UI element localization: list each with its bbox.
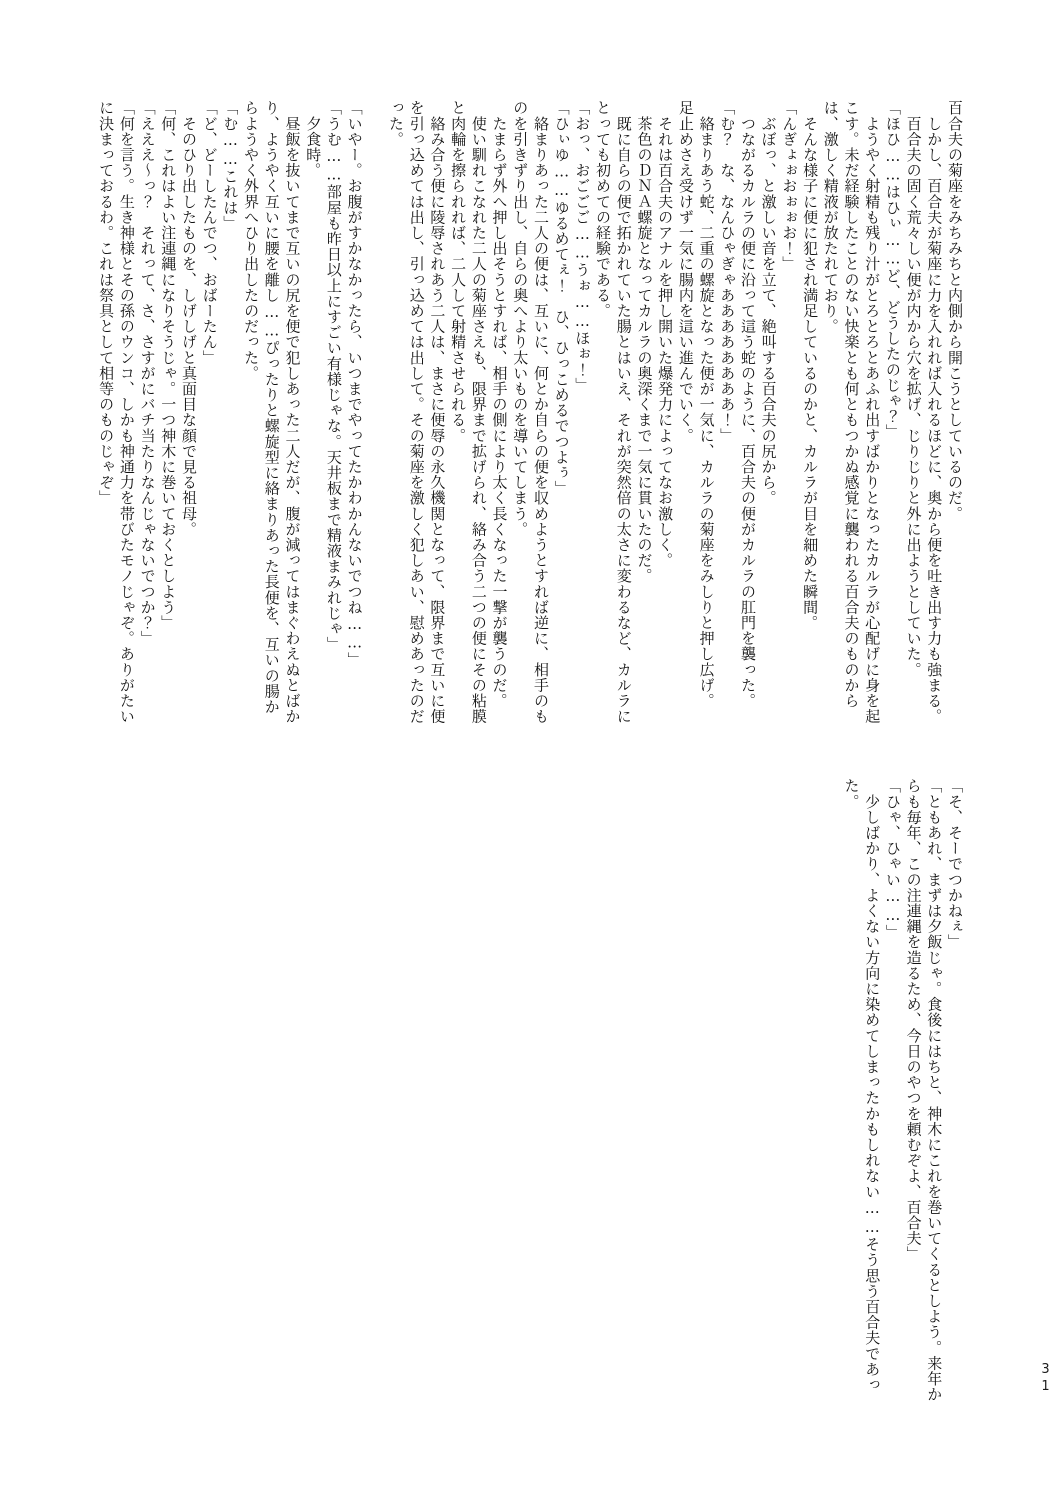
closing-text-block	[833, 778, 965, 1405]
text-line: それは百合夫のアナルを押し開いた爆発力によってなお激しく。	[656, 100, 675, 568]
text-line: 「そ、そーでつかねぇ」	[946, 778, 964, 950]
text-line: 「おっ、おごごご……うぉ……ほぉ！」	[573, 100, 592, 393]
text-line: 「えええ〜っ？ それって、さ、さすがにバチ当たりなんじゃないでつか？」	[138, 100, 157, 646]
text-line: たまらず外へ押し出そうとすれば、相手の側により太く長くなった一撃が襲うのだ。	[490, 100, 509, 709]
text-line: そのひり出したものを、しげしげと真面目な顔で見る祖母。	[179, 100, 198, 537]
text-line: 絡まりあう蛇、二重の螺旋となった便が一気に、カルラの菊座をみしりと押し広げ。	[697, 100, 716, 709]
text-line: 昼飯を抜いてまで互いの尻を便で犯しあった二人だが、腹が減ってはまぐわえぬとばかり、ようやく互いに腰を離し……ぴったりと螺旋型に絡まりあった長便を、互いの腸からようやく外界へひり出したのだった。	[242, 100, 302, 724]
text-line: ようやく射精も残り汁がとろとろとあふれ出すばかりとなったカルラが心配げに身を起こす。未だ経験したことのない快楽とも何ともつかぬ感覚に襲われる百合夫のものからは、激しく精液が放たれており。	[821, 100, 882, 724]
text-line: 少しばかり、よくない方向に染めてしまったかもしれない……そう思う百合夫であった。	[842, 778, 882, 1393]
text-line: 「ほひ……はひぃ……ど、どうしたのじゃ？」	[883, 100, 902, 440]
main-text-block	[95, 100, 965, 727]
text-line: 「ともあれ、まずは夕飯じゃ。食後にはちと、神木にこれを巻いてくるとしよう。来年からも毎年、この注連縄を造るため、今日のやつを頼むぞよ、百合夫」	[904, 778, 944, 1402]
text-line: 「む……これは」	[221, 100, 240, 231]
text-line: 「ひぃゆ……ゆるめてぇ！ ひ、ひっこめるでつよぅ」	[552, 100, 571, 496]
text-line: つながるカルラの便に沿って這う蛇のように、百合夫の便がカルラの肛門を襲った。	[738, 100, 757, 709]
text-line: しかし、百合夫が菊座に力を入れれば入れるほどに、奥から便を吐き出す力も強まる。	[925, 100, 944, 724]
text-line: 使い馴れこなれた二人の菊座さえも、限界まで拡げられ、絡み合う二つの便にその粘膜と肉輪を擦られれば、二人して射精させられる。	[449, 100, 488, 724]
text-line: 「ど、どーしたんでつ、おばーたん」	[200, 100, 219, 366]
text-line: 百合夫の固く荒々しい便が内から穴を拡げ、じりじりと外に出ようとしていた。	[904, 100, 923, 678]
text-line: 百合夫の菊座をみちみちと内側から開こうとしているのだ。	[946, 100, 964, 522]
text-line: 「む？ な、なんひゃぎゃああああああああ！」	[718, 100, 737, 444]
text-line: 「何、これはよい注連縄になりそうじゃ。一つ神木に巻いておくとしよう」	[159, 100, 178, 631]
text-line: 「ひゃ、ひゃい……」	[883, 778, 902, 940]
text-line: 夕食時。	[304, 100, 323, 178]
text-line: 「んぎょぉおぉぉお！」	[780, 100, 799, 272]
text-line: ぶぼっ、と激しい音を立て、絶叫する百合夫の尻から。	[759, 100, 778, 506]
text-line: 既に自らの便で拓かれていた腸とはいえ、それが突然倍の太さに変わるなど、カルラにとっても初めての経験である。	[594, 100, 633, 724]
text-line	[365, 100, 386, 727]
text-line: そんな様子に便に犯され満足しているのかと、カルラが目を細めた瞬間。	[801, 100, 820, 631]
text-line: 「いやー。お腹がすかなかったら、いつまでやってたかわかんないでつね……」	[345, 100, 364, 668]
text-line: 絡み合う便に陵辱されあう二人は、まさに便辱の永久機関となって、限界まで互いに便を引っ込めては出し、引っ込めては出して。その菊座を激しく犯しあい、慰めあったのだった。	[387, 100, 447, 724]
text-line: 「何を言う。生き神様とその孫のウンコ、しかも神通力を帯びたモノじゃぞ。ありがたいに決まっておるわ。これは祭具として相等のものじゃぞ」	[97, 100, 136, 724]
text-line: 足止めさえ受けず一気に腸内を這い進んでいく。	[676, 100, 695, 444]
page-number: 31	[1038, 1362, 1053, 1396]
text-line: 茶色のＤＮＡ螺旋となってカルラの奥深くまで一気に貫いたのだ。	[635, 100, 654, 584]
text-line: 「うむ……部屋も昨日以上にすごい有様じゃな。天井板まで精液まみれじゃ」	[324, 100, 343, 652]
text-line: 絡まりあった二人の便は、互いに、何とか自らの便を収めようとすれば逆に、相手のものを引きずり出し、自らの奥へより太いものを導いてしまう。	[511, 100, 550, 724]
